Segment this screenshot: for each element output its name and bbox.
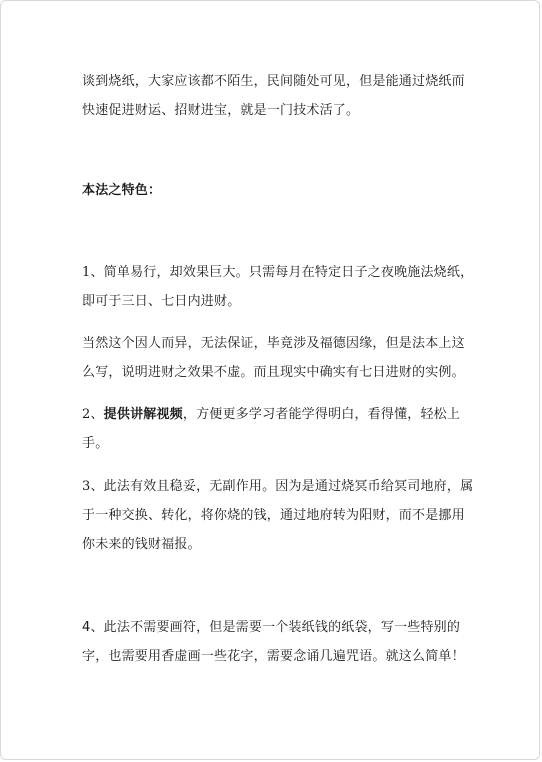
point-2-bold-text: 提供讲解视频	[103, 407, 183, 422]
point-2-paragraph	[82, 400, 477, 458]
point-2-number: 2、	[82, 407, 104, 422]
point-1-note-paragraph: 当然这个因人而异，无法保证，毕竟涉及福德因缘，但是法本上这么写，说明进财之效果不虚。而且现实中确实有七日进财的实例。	[82, 336, 465, 380]
point-3-paragraph: 3、此法有效且稳妥，无副作用。因为是通过烧冥币给冥司地府，属于一种交换、转化，将你烧的钱，通过地府转为阳财，而不是挪用你未来的钱财福报。	[82, 479, 474, 552]
feature-heading: 本法之特色：	[82, 183, 162, 198]
intro-paragraph: 谈到烧纸，大家应该都不陌生，民间随处可见，但是能通过烧纸而快速促进财运、招财进宝，就是一门技术活了。	[82, 74, 465, 118]
point-2-text: ，方便更多学习者能学得明白，看得懂，轻松上手。	[82, 407, 461, 451]
point-1-paragraph: 1、简单易行，却效果巨大。只需每月在特定日子之夜晚施法烧纸，即可于三日、七日内进财。	[82, 265, 474, 309]
point-4-paragraph: 4、此法不需要画符，但是需要一个装纸钱的纸袋，写一些特别的字，也需要用香虚画一些花字，需要念诵几遍咒语。就这么简单！	[82, 620, 465, 664]
